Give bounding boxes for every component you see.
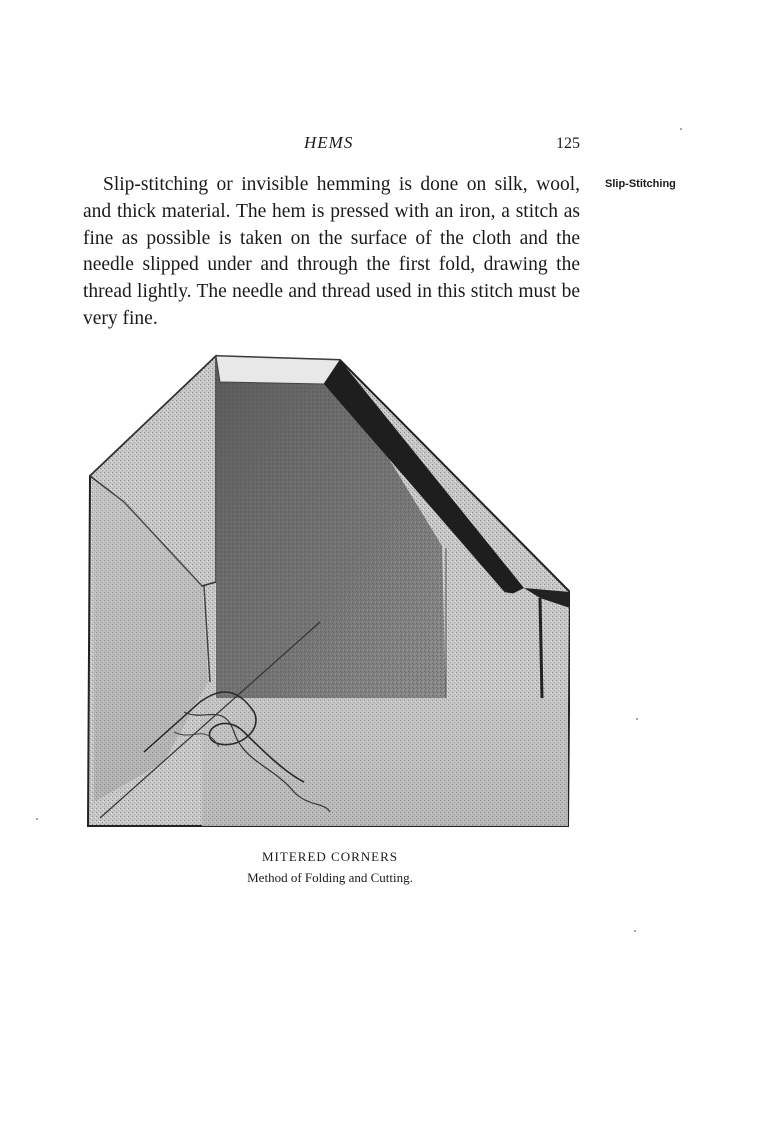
margin-sidenote: Slip-Stitching: [605, 178, 676, 190]
caption-subtitle: Method of Folding and Cutting.: [247, 870, 413, 885]
top-hem-bevel: [216, 356, 340, 384]
body-paragraph: Slip-stitching or invisible hemming is done on silk, wool, and thick material. The hem is pressed with an iron, a stitch as fine as possible is taken on the surface of the cloth and the needle slipped under and through the first fold, drawing the thread lightly. The needle and thread used in this stitch must be very fine.: [83, 174, 580, 329]
page-number: 125: [556, 135, 580, 152]
paper-speck: [680, 128, 682, 130]
running-head: HEMS: [304, 133, 354, 152]
mitered-corners-figure: [84, 352, 570, 832]
paper-speck: [634, 930, 636, 932]
caption-title: MITERED CORNERS: [262, 849, 398, 864]
paper-speck: [636, 718, 638, 720]
paper-speck: [36, 818, 38, 820]
